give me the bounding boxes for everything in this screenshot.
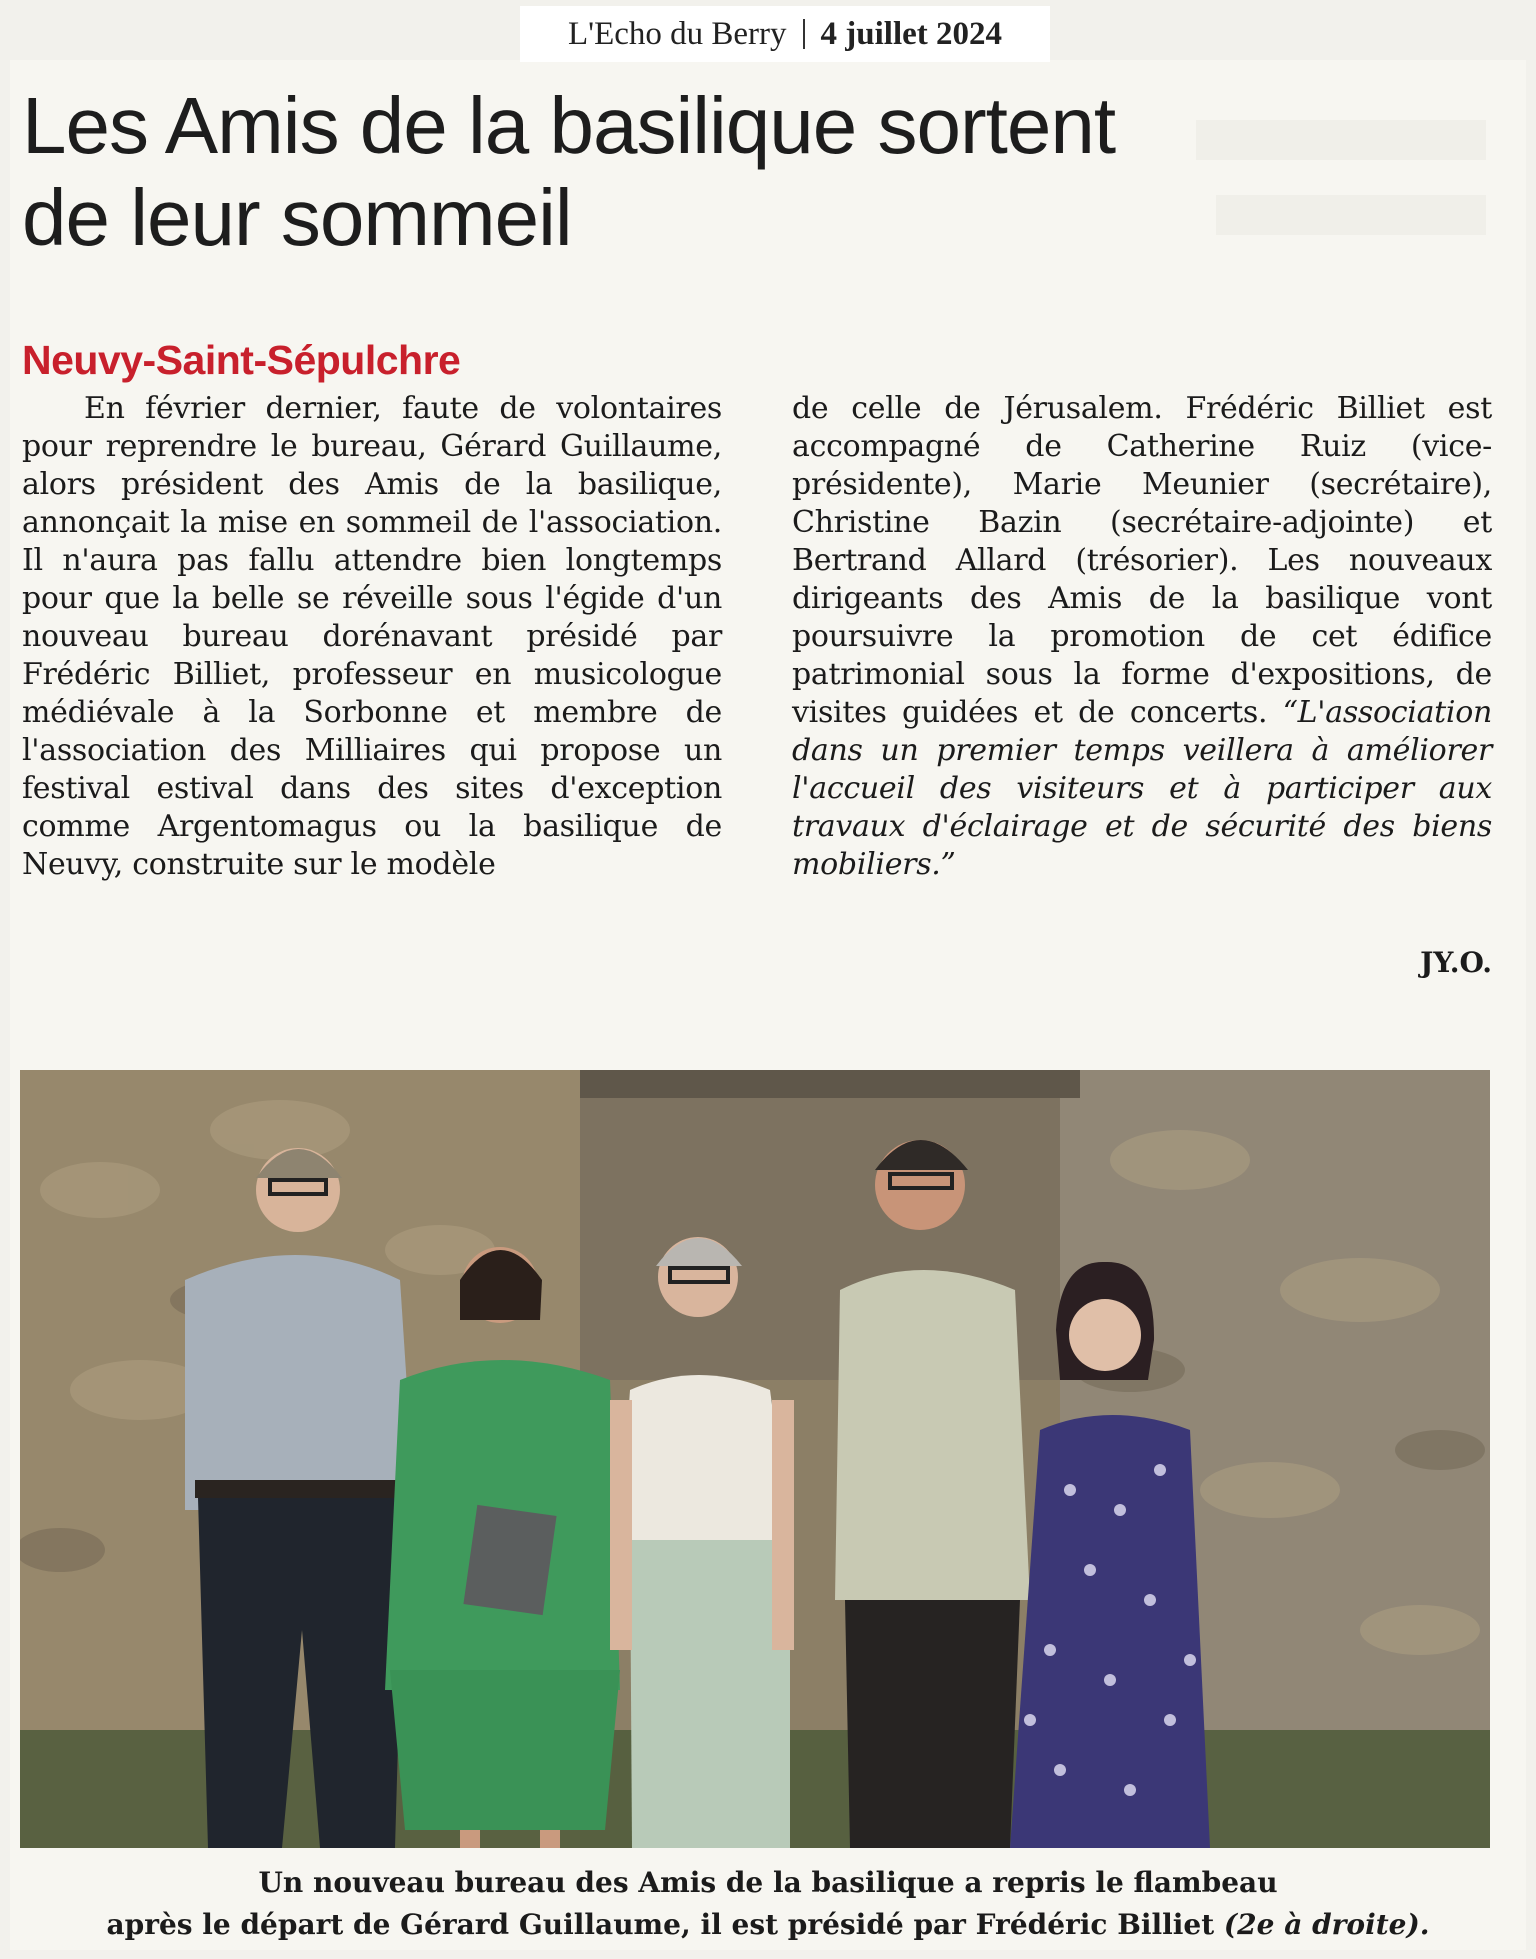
photo-caption (0, 1862, 1536, 1946)
headline-line-1: Les Amis de la basilique sortent (22, 81, 1116, 170)
caption-line-2: après le départ de Gérard Guillaume, il est présidé par Frédéric Billiet (106, 1908, 1215, 1941)
caption-line-1: Un nouveau bureau des Amis de la basilique a repris le flambeau (258, 1866, 1278, 1899)
publication-name: L'Echo du Berry (567, 15, 787, 52)
group-photo-illustration (20, 1070, 1490, 1848)
article-quote: “L'association dans un premier temps veillera à améliorer l'accueil des visiteurs et à participer aux travaux d'éclairage et de sécurité des biens mobiliers.” (792, 695, 1492, 882)
publication-date: 4 juillet 2024 (820, 15, 1003, 52)
article-location: Neuvy-Saint-Sépulchre (22, 337, 461, 383)
article-photo (20, 1070, 1490, 1848)
article-body-column-2 (792, 390, 1492, 884)
masthead (520, 6, 1050, 62)
article-byline: JY.O. (1420, 946, 1492, 979)
caption-note: (2e à droite). (1223, 1908, 1430, 1941)
article-body-column-1: En février dernier, faute de volontaires pour reprendre le bureau, Gérard Guillaume, alors président des Amis de la basilique, annonçait la mise en sommeil de l'association. Il n'aura pas fallu attendre bien longtemps pour que la belle se réveille sous l'égide d'un nouveau bureau dorénavant présidé par Frédéric Billiet, professeur en musicologue médiévale à la Sorbonne et membre de l'association des Milliaires qui propose un festival estival dans des sites d'exception comme Argentomagus ou la basilique de Neuvy, construite sur le modèle (22, 391, 722, 882)
headline-line-2: de leur sommeil (22, 173, 572, 262)
article-headline (22, 80, 1302, 264)
article-body-column-2-text: de celle de Jérusalem. Frédéric Billiet est accompagné de Catherine Ruiz (vice-présidente), Marie Meunier (secrétaire), Christine Bazin (secrétaire-adjointe) et Bertrand Allard (trésorier). Les nouveaux dirigeants des Amis de la basilique vont poursuivre la promotion de cet édifice patrimonial sous la forme d'expositions, de visites guidées et de concerts. (792, 391, 1492, 730)
masthead-separator (803, 19, 805, 49)
